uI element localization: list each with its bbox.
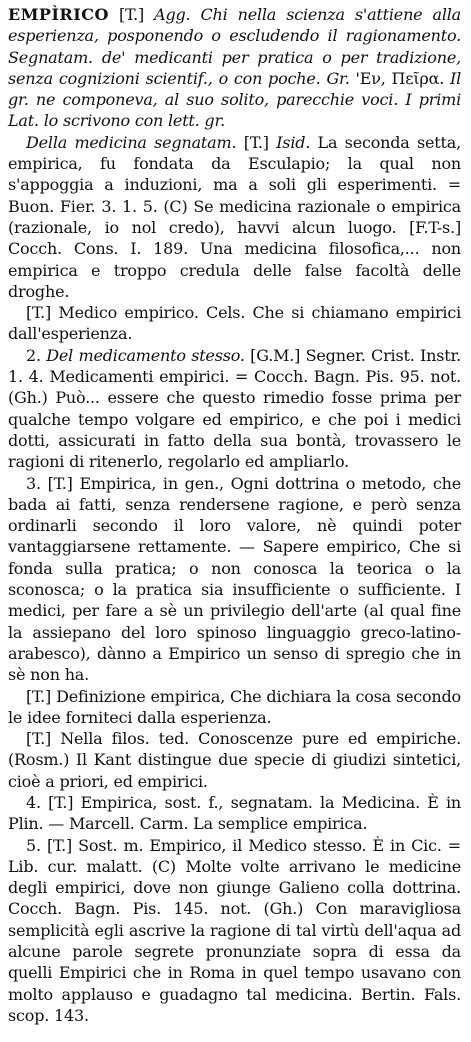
tag: [T.] (26, 686, 52, 706)
paragraph (8, 473, 461, 686)
paragraph-number: 4. (26, 792, 41, 812)
tag: [T.] (243, 132, 269, 152)
paragraph (8, 132, 461, 302)
paragraph-lead: Della medicina segnatam. (26, 132, 237, 152)
paragraph-body: Empirica, sost. f., segnatam. la Medicina. È in Plin. — Marcell. Carm. La semplice empirica. (8, 792, 462, 834)
paragraph-body: Medico empirico. Cels. Che si chiamano empirici dall'esperienza. (8, 303, 462, 344)
part-of-speech: Agg. (154, 5, 191, 24)
tag: [T.] (47, 473, 73, 493)
tag: [T.] (46, 835, 73, 855)
paragraph (8, 728, 461, 792)
paragraph (8, 835, 461, 1027)
headword: EMPÌRICO (8, 5, 109, 24)
etym-gr: Gr. (326, 68, 350, 88)
tag: [T.] (118, 5, 145, 24)
etym-greek: 'Eν, Πεῖρα. (355, 68, 445, 88)
definition: Chi nella scienza s'attiene alla esperienza, posponendo o escludendo il ragionamento. Segnatam. de' medicanti per pratica o per tradizione, senza cognizioni scientif., o con poche. (8, 5, 462, 88)
tag: [T.] (26, 303, 52, 323)
paragraph-lead: Del medicamento stesso. (46, 345, 245, 365)
paragraph (8, 686, 461, 729)
paragraph-body: La seconda setta, empirica, fu fondata da Esculapio; la qual non s'appoggia a induzioni, ma a soli gli esperimenti. = Buon. Fier. 3. 1. 5. (C) Se medicina razionale o empirica (razionale, io nol credo), havvi alcun luogo. [F.T-s.] Cocch. Cons. I. 189. Una medicina filosofica,... non empirica e troppo credula delle false facoltà delle droghe. (8, 132, 461, 301)
tag: [T.] (48, 792, 74, 812)
paragraph-number: 3. (26, 473, 41, 493)
entry-head (8, 4, 461, 132)
paragraph-body: Segner. Crist. Instr. 1. 4. Medicamenti empirici. = Cocch. Bagn. Pis. 95. not. (Gh.) Può... essere che questo rimedio fosse prima per qualche tempo volgare ed empirico, e che poi i medici dotti, assicurati in fatto della sua bontà, trovassero le ragioni di ritenerlo, regolarlo ed ampliarlo. (8, 345, 462, 472)
paragraph (8, 792, 461, 835)
paragraph-body: Sost. m. Empirico, il Medico stesso. È in Cic. = Lib. cur. malatt. (C) Molte volte arrivano le medicine degli empirici, dove non giunge Galieno colla dottrina. Cocch. Bagn. Pis. 145. not. (Gh.) Con maravigliosa semplicità egli ascrive la ragione di tal virtù dell'aqua ad alcune parole segrete pronunziate sopra di essa da quelli Empirici che in Roma in quel tempo usavano con molto applauso e guadagno tal medicina. Bertin. Fals. scop. 143. (8, 835, 461, 1025)
etym-note: Il gr. ne componeva, al suo solito, parecchie voci. I primi Lat. lo scrivono con lett. gr. (8, 68, 462, 131)
paragraph-number: 5. (26, 835, 41, 855)
source: Isid. (276, 132, 311, 152)
paragraph-body: Nella filos. ted. Conoscenze pure ed empiriche. (Rosm.) Il Kant distingue due specie di giudizi sintetici, cioè a priori, ed empirici. (8, 729, 461, 791)
paragraph-body: Definizione empirica, Che dichiara la cosa secondo le idee forniteci dalla esperienza. (8, 686, 461, 727)
paragraph-number: 2. (26, 345, 41, 365)
tag: [G.M.] (250, 345, 301, 365)
paragraph (8, 345, 461, 473)
paragraph-body: Empirica, in gen., Ogni dottrina o metodo, che bada ai fatti, senza rendersene ragione, e però senza ordinarli secondo il loro valore, nè quindi poter vantaggiarsene rettamente. — Sapere empirico, Che si fonda sulla pratica; o non conosca la teorica o la sconosca; o la pratica sia insufficiente o sufficiente. I medici, per fare a sè un privilegio dell'arte (al qual fine la assiepano del loro spinoso linguaggio greco-latino-arabesco), dànno a Empirico un senso di spregio che in sè non ha. (8, 473, 462, 685)
tag: [T.] (26, 729, 52, 749)
paragraph (8, 302, 461, 345)
